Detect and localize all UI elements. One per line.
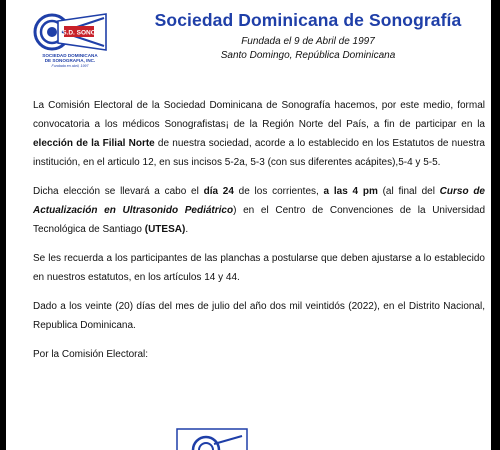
paragraph-election-details <box>33 182 485 239</box>
text-run: ) en el Centro de Convenciones de la Universidad Tecnológica de Santiago <box>33 205 486 235</box>
logo-badge-text: S.D. SONO <box>62 29 96 37</box>
bold-run: día 24 <box>203 186 234 197</box>
bold-run: (UTESA) <box>144 224 186 235</box>
society-title: Sociedad Dominicana de Sonografía <box>154 10 462 30</box>
logo-name-line1: SOCIEDAD DOMINICANA <box>42 53 98 58</box>
logo-emblem-icon <box>32 12 108 52</box>
founding-date: Fundada el 9 de Abril de 1997 <box>241 36 375 47</box>
location: Santo Domingo, República Dominicana <box>220 50 396 61</box>
text-run: (al final del <box>377 186 440 197</box>
document-page <box>6 0 491 450</box>
text-run: de nuestra sociedad, acorde a lo establecido en los Estatutos de nuestra institución, en el articulo 12, en sus incisos 5-2a, 5-3 (con sus diferentes acápites),5-4 y 5-5. <box>33 138 485 168</box>
text-run: de los corrientes, <box>233 186 324 197</box>
closing-line: Por la Comisión Electoral: <box>33 349 149 360</box>
paragraph-date: Dado a los veinte (20) días del mes de julio del año dos mil veintidós (2022), en el Distrito Nacional, Republica Dominicana. <box>33 301 485 331</box>
text-run: La Comisión Electoral de la Sociedad Dominicana de Sonografía hacemos, por este medio, formal convocatoria a los médicos Sonografistas¡ de la Región Norte del País, a fin de participar en la <box>33 100 485 130</box>
bold-run: elección de la Filial Norte <box>33 138 155 149</box>
paragraph-reminder: Se les recuerda a los participantes de las planchas a postularse que deben ajustarse a lo establecido en nuestros estatutos, en los artículos 14 y 44. <box>33 253 485 283</box>
logo-tagline: Fundada en abril, 1997 <box>51 63 89 68</box>
text-run: Dicha elección se llevará a cabo el <box>33 186 204 197</box>
text-run: . <box>185 224 189 235</box>
bold-italic-run: Curso de Actualización en Ultrasonido Pediátrico <box>33 186 485 216</box>
logo-caption <box>32 53 108 69</box>
bold-run: a las 4 pm <box>323 186 378 197</box>
letter-body <box>33 96 485 374</box>
seal-stamp-icon <box>176 428 248 450</box>
paragraph-convocatoria <box>33 96 485 172</box>
logo-name-line2: DE SONOGRAFIA, INC. <box>44 58 96 64</box>
society-logo <box>32 12 108 76</box>
